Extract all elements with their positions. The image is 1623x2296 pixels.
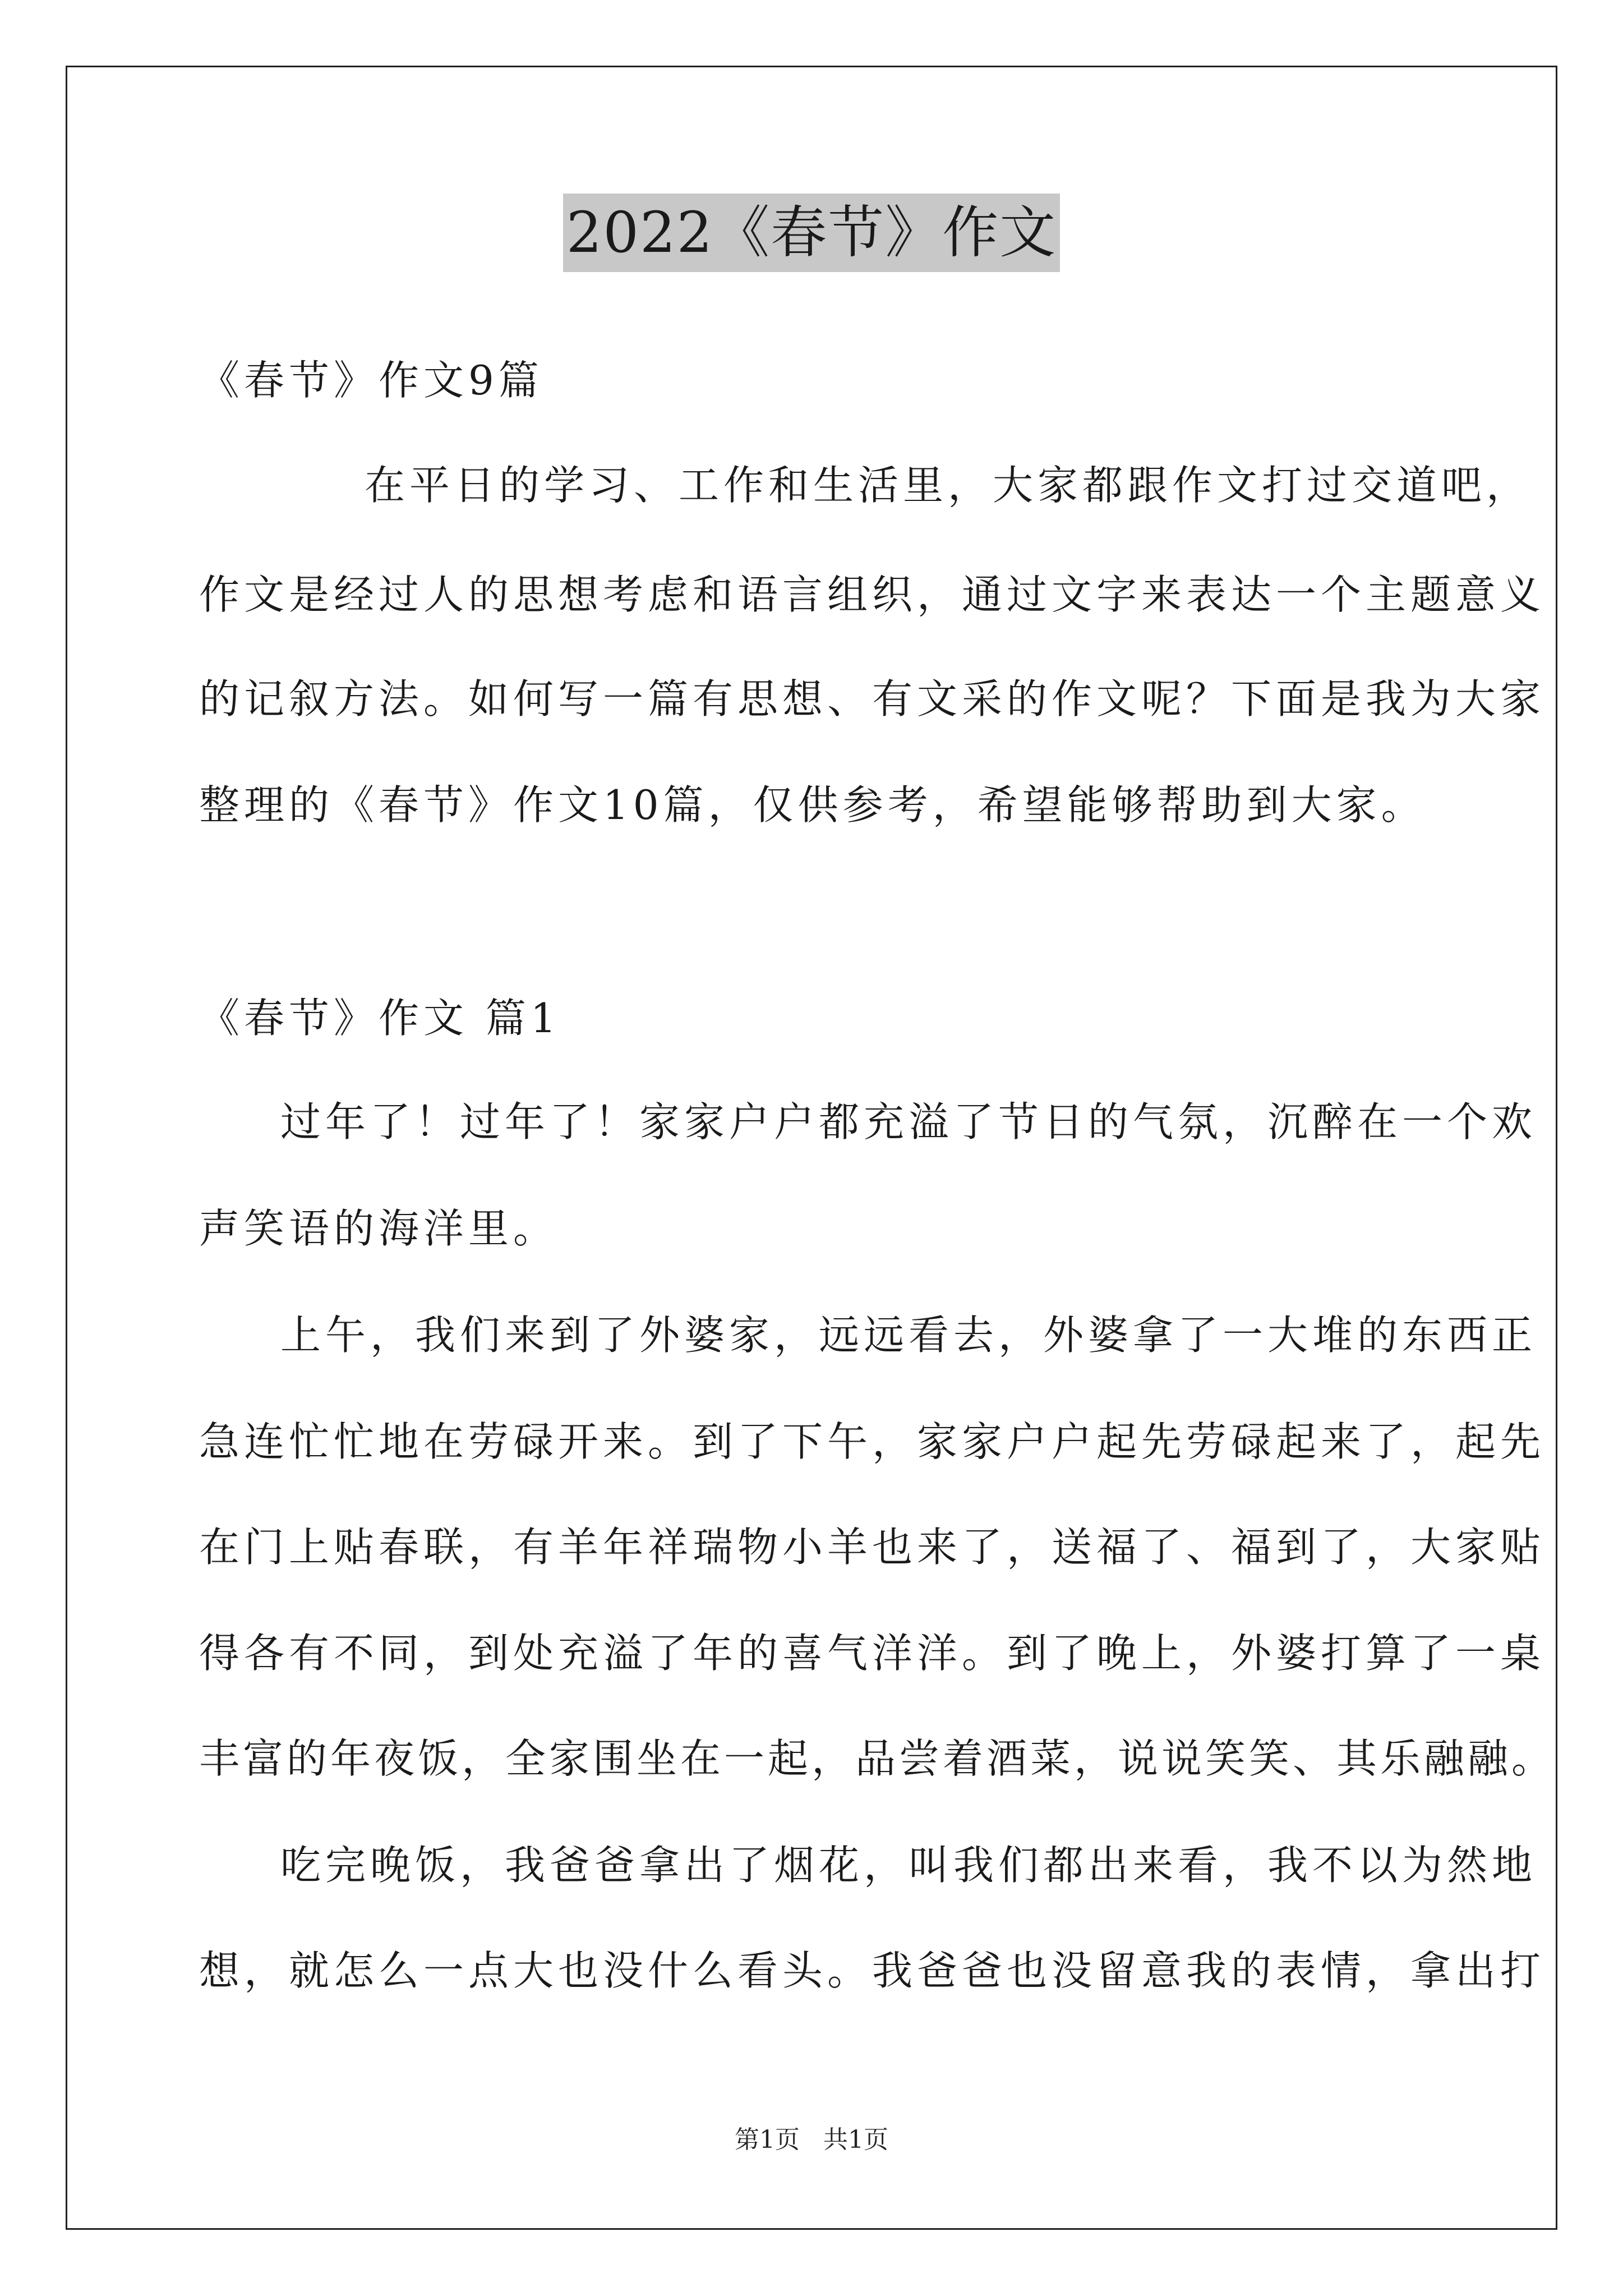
page-total: 共1页 bbox=[823, 2125, 888, 2154]
intro-line: 的记叙方法。如何写一篇有思想、有文采的作文呢？下面是我为大家 bbox=[199, 675, 1546, 723]
body-line: 声笑语的海洋里。 bbox=[199, 1205, 559, 1252]
body-line: 在门上贴春联，有羊年祥瑞物小羊也来了，送福了、福到了，大家贴 bbox=[199, 1524, 1546, 1571]
section-heading: 《春节》作文 篇1 bbox=[199, 995, 561, 1042]
document-title: 2022《春节》作文 bbox=[563, 194, 1061, 272]
intro-line: 在平日的学习、工作和生活里，大家都跟作文打过交道吧， bbox=[365, 462, 1532, 509]
body-line: 急连忙忙地在劳碌开来。到了下午，家家户户起先劳碌起来了，起先 bbox=[199, 1418, 1546, 1465]
title-wrap bbox=[0, 194, 1623, 272]
intro-line: 作文是经过人的思想考虑和语言组织，通过文字来表达一个主题意义 bbox=[199, 571, 1546, 618]
body-line: 上午，我们来到了外婆家，远远看去，外婆拿了一大堆的东西正 bbox=[280, 1312, 1537, 1359]
body-line: 过年了！过年了！家家户户都充溢了节日的气氛，沉醉在一个欢 bbox=[280, 1098, 1537, 1145]
body-line: 想，就怎么一点大也没什么看头。我爸爸也没留意我的表情，拿出打 bbox=[199, 1947, 1546, 1994]
body-line: 丰富的年夜饭，全家围坐在一起，品尝着酒菜，说说笑笑、其乐融融。 bbox=[199, 1735, 1556, 1782]
body-line: 得各有不同，到处充溢了年的喜气洋洋。到了晚上，外婆打算了一桌 bbox=[199, 1630, 1546, 1677]
body-line: 吃完晚饭，我爸爸拿出了烟花，叫我们都出来看，我不以为然地 bbox=[280, 1842, 1537, 1889]
page-current: 第1页 bbox=[735, 2125, 800, 2154]
document-subtitle: 《春节》作文9篇 bbox=[199, 357, 543, 404]
page-footer bbox=[0, 2123, 1623, 2157]
intro-line: 整理的《春节》作文10篇，仅供参考，希望能够帮助到大家。 bbox=[199, 781, 1426, 829]
